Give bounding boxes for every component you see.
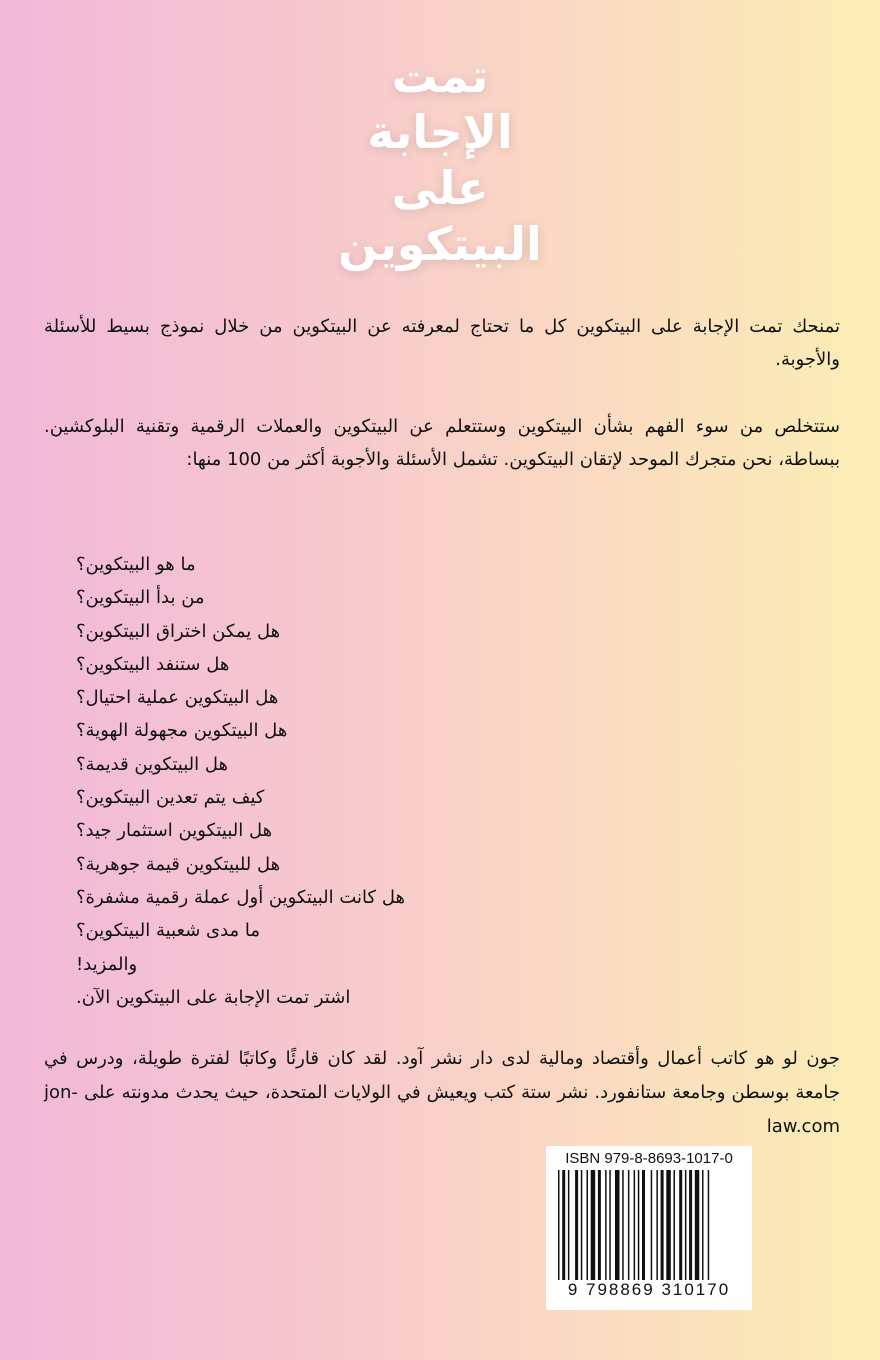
list-item: هل البيتكوين قديمة؟ — [76, 753, 228, 775]
list-item: هل ستنفد البيتكوين؟ — [76, 653, 230, 675]
title-line-4: البيتكوين — [338, 217, 542, 271]
title-line-3: على — [391, 161, 489, 215]
list-item: والمزيد! — [76, 953, 138, 975]
title-line-1: تمت — [391, 49, 489, 103]
list-item: هل البيتكوين مجهولة الهوية؟ — [76, 720, 288, 742]
list-item: هل البيتكوين استثمار جيد؟ — [76, 820, 273, 842]
list-item: ما هو البيتكوين؟ — [76, 554, 196, 575]
list-item: هل يمكن اختراق البيتكوين؟ — [76, 620, 281, 642]
cover-title — [0, 48, 880, 272]
list-item: هل البيتكوين عملية احتيال؟ — [76, 687, 279, 709]
barcode-box — [546, 1146, 752, 1310]
list-item: اشتر تمت الإجابة على البيتكوين الآن. — [76, 986, 351, 1008]
intro-paragraph: تمنحك تمت الإجابة على البيتكوين كل ما تحتاج لمعرفته عن البيتكوين من خلال نموذج بسيط للأسئلة والأجوبة. — [44, 316, 840, 370]
author-paragraph: جون لو هو كاتب أعمال وأقتصاد ومالية لدى دار نشر آود. لقد كان قارئًا وكاتبًا لفترة طويلة، ودرس في جامعة بوسطن وجامعة ستانفورد. نشر ستة كتب ويعيش في الولايات المتحدة، حيث يحدث مدونته على jon-law.com — [44, 1048, 840, 1137]
title-line-2: الإجابة — [367, 105, 513, 159]
barcode-icon — [556, 1170, 742, 1280]
questions-list — [76, 548, 496, 1014]
list-item: من بدأ البيتكوين؟ — [76, 587, 205, 609]
list-item: هل للبيتكوين قيمة جوهرية؟ — [76, 853, 281, 875]
isbn-label: ISBN 979-8-8693-1017-0 — [565, 1150, 733, 1167]
barcode-number: 9 798869 310170 — [567, 1280, 731, 1299]
list-item: كيف يتم تعدين البيتكوين؟ — [76, 787, 265, 809]
list-item: هل كانت البيتكوين أول عملة رقمية مشفرة؟ — [76, 886, 405, 908]
list-item: ما مدى شعبية البيتكوين؟ — [76, 920, 261, 942]
second-paragraph: ستتخلص من سوء الفهم بشأن البيتكوين وستتعلم عن البيتكوين والعملات الرقمية وتقنية البلوكشين. ببساطة، نحن متجرك الموحد لإتقان البيتكوين. تشمل الأسئلة والأجوبة أكثر من 100 منها: — [44, 416, 840, 470]
